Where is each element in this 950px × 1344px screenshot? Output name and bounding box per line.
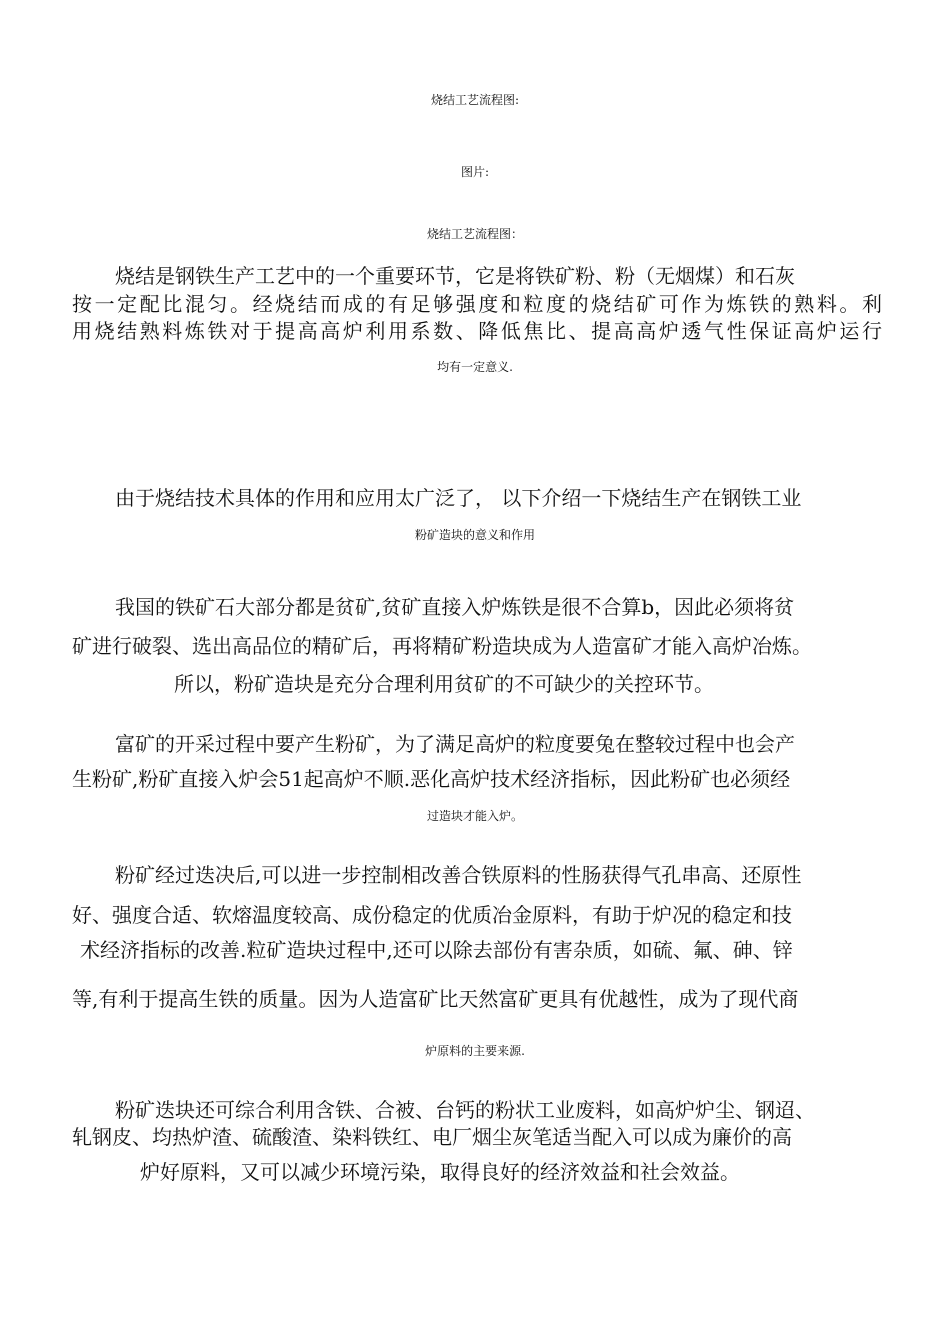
paragraph-line: 粉矿迭块还可综合利用含铁、合被、台钙的粉状工业废料，如高炉炉尘、钢迢、 [115, 1098, 815, 1122]
paragraph-line: 等,有利于提高生铁的质量。因为人造富矿比天然富矿更具有优越性，成为了现代商 [72, 987, 799, 1011]
paragraph-line: 富矿的开采过程中要产生粉矿，为了满足高炉的粒度要兔在整较过程中也会产 [115, 732, 795, 756]
section-heading: 烧结工艺流程图： [426, 227, 523, 241]
paragraph-line: 炉原料的主要来源. [425, 1044, 525, 1058]
paragraph-line: 生粉矿,粉矿直接入炉会51起高炉不顺.恶化高炉技术经济指标，因此粉矿也必须经 [72, 767, 791, 791]
paragraph-line: 炉好原料，又可以减少环境污染，取得良好的经济效益和社会效益。 [140, 1160, 740, 1184]
paragraph-line: 烧结是钢铁生产工艺中的一个重要环节，它是将铁矿粉、粉（无烟煤）和石灰 [115, 264, 795, 288]
paragraph-line: 由于烧结技术具体的作用和应用太广泛了， 以下介绍一下烧结生产在钢铁工业 [115, 486, 802, 510]
paragraph-line: 轧钢皮、均热炉渣、硫酸渣、染料铁红、电厂烟尘灰笔适当配入可以成为廉价的高 [72, 1125, 792, 1149]
paragraph-line: 均有一定意义. [437, 360, 513, 374]
paragraph-line: 按一定配比混匀。经烧结而成的有足够强度和粒度的烧结矿可作为炼铁的熟料。利 [72, 292, 882, 316]
paragraph-line: 好、强度合适、软熔温度较高、成份稳定的优质冶金原料，有助于炉况的稳定和技 [72, 903, 792, 927]
page-title: 烧结工艺流程图: [430, 93, 520, 107]
subheading: 粉矿造块的意义和作用 [414, 528, 535, 542]
paragraph-line: 术经济指标的改善.粒矿造块过程中,还可以除去部份有害杂质，如硫、氟、砷、锌 [80, 938, 793, 962]
paragraph-line: 矿进行破裂、选出高品位的精矿后，再将精矿粉造块成为人造富矿才能入高炉冶炼。 [72, 634, 812, 658]
paragraph-line: 我国的铁矿石大部分都是贫矿,贫矿直接入炉炼铁是很不合算b，因此必须将贫 [115, 595, 795, 619]
paragraph-line: 过造块才能入炉。 [426, 809, 523, 823]
paragraph-line: 用烧结熟料炼铁对于提高高炉利用系数、降低焦比、提高高炉透气性保证高炉运行 [72, 319, 882, 343]
paragraph-line: 粉矿经过迭决后,可以进一步控制相改善合铁原料的性肠获得气孔串高、还原性 [115, 863, 802, 887]
paragraph-line: 所以，粉矿造块是充分合理利用贫矿的不可缺少的关控环节。 [174, 672, 714, 696]
image-caption: 图片: [460, 165, 490, 179]
